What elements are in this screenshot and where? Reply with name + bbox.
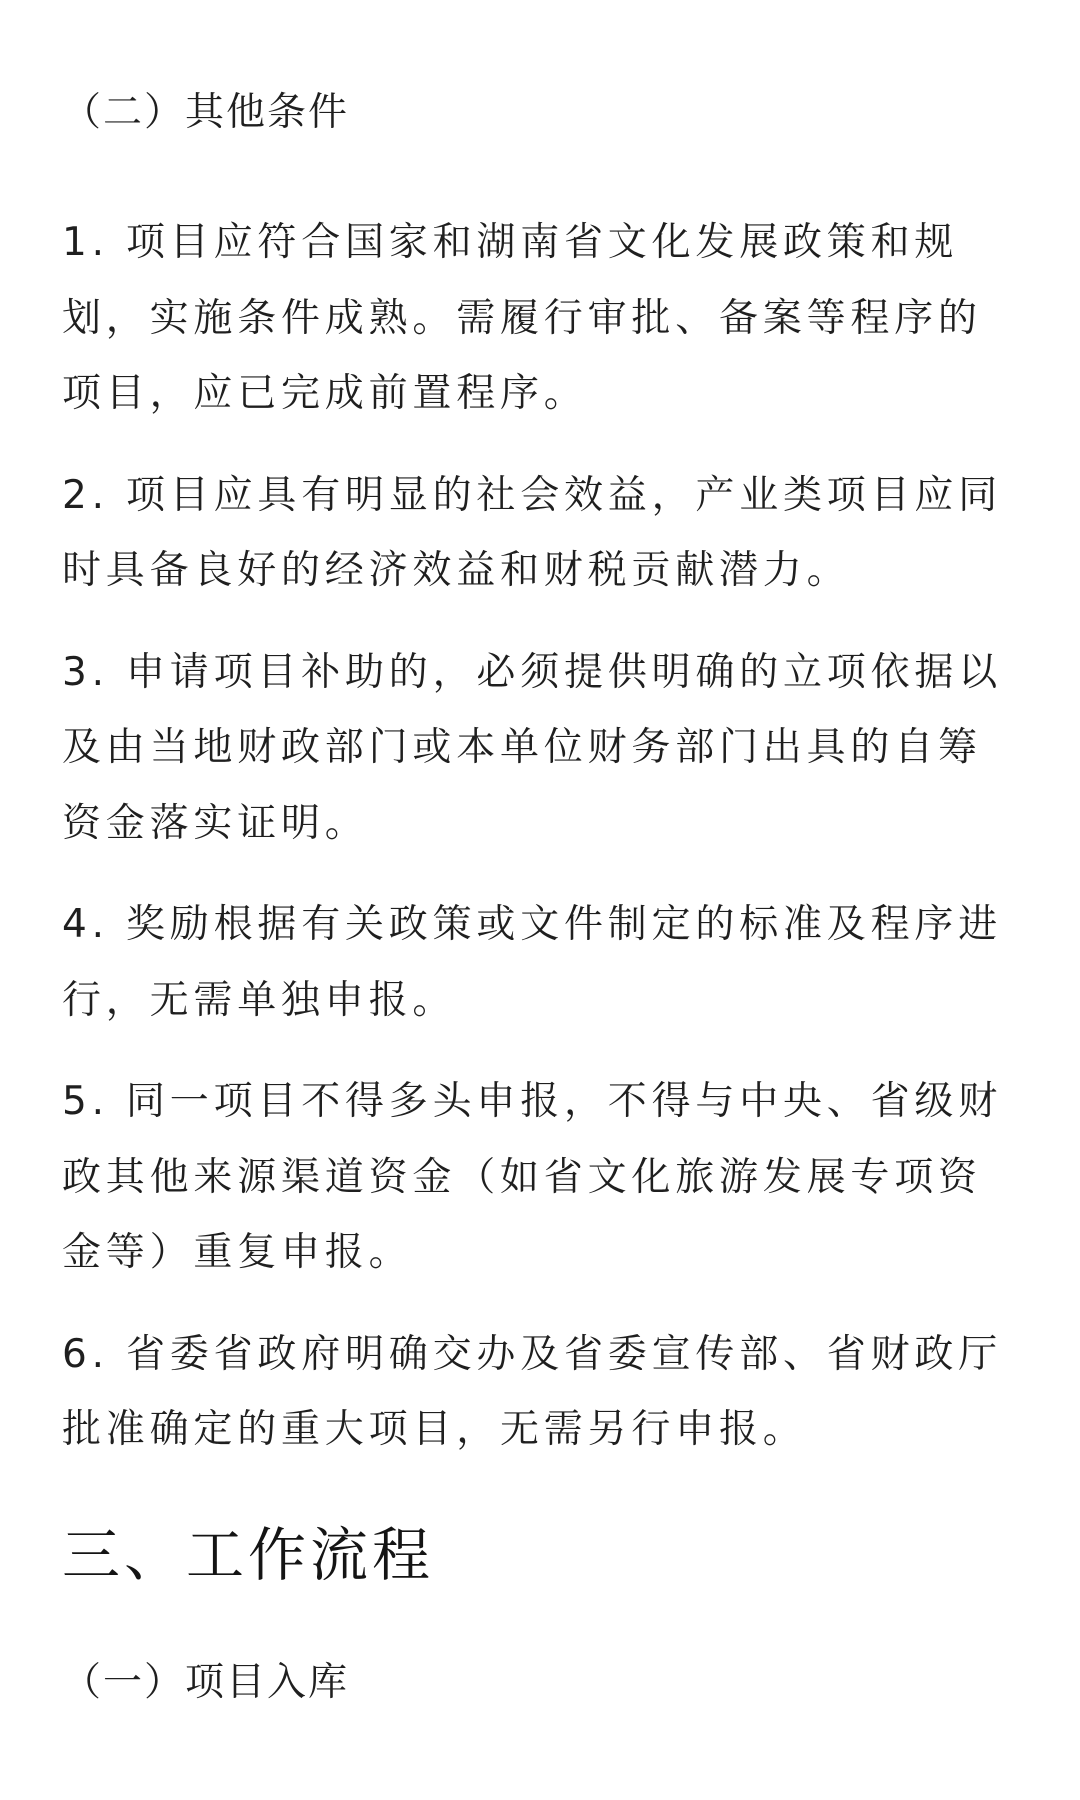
subheading-other-conditions: （二）其他条件 [62,90,350,135]
condition-item-1: 1. 项目应符合国家和湖南省文化发展政策和规划，实施条件成熟。需履行审批、备案等程序的项目，应已完成前置程序。 [62,220,982,416]
condition-item-2: 2. 项目应具有明显的社会效益，产业类项目应同时具备良好的经济效益和财税贡献潜力。 [62,472,1003,593]
condition-item-3: 3. 申请项目补助的，必须提供明确的立项依据以及由当地财政部门或本单位财务部门出具的自筹资金落实证明。 [62,649,1003,846]
condition-item-6: 6. 省委省政府明确交办及省委宣传部、省财政厅批准确定的重大项目，无需另行申报。 [62,1331,1003,1452]
condition-item-4: 4. 奖励根据有关政策或文件制定的标准及程序进行，无需单独申报。 [62,902,1003,1023]
subheading-project-entry: （一）项目入库 [62,1660,350,1705]
condition-item-5: 5. 同一项目不得多头申报，不得与中央、省级财政其他来源渠道资金（如省文化旅游发展专项资金等）重复申报。 [62,1079,1003,1275]
conditions-list [62,205,1022,1494]
section-heading-workflow: 三、工作流程 [62,1521,435,1589]
